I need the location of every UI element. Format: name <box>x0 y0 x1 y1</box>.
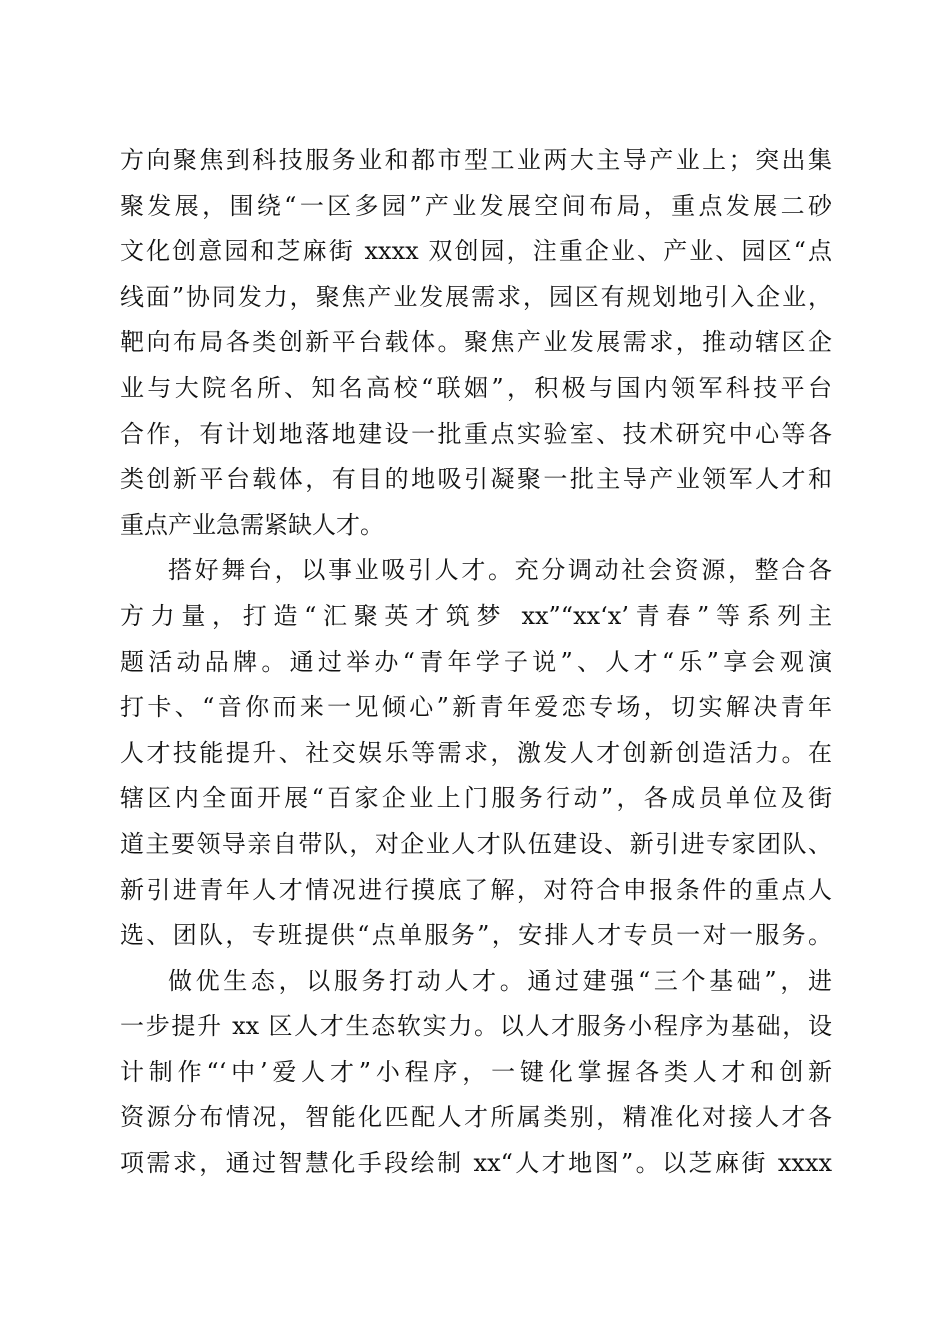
text-line: 线面”协同发力，聚焦产业发展需求，园区有规划地引入企业， <box>120 282 832 311</box>
text-line: 方向聚焦到科技服务业和都市型工业两大主导产业上；突出集 <box>120 146 832 174</box>
text-line: 合作，有计划地落地建设一批重点实验室、技术研究中心等各 <box>120 419 832 448</box>
text-line: 项需求，通过智慧化手段绘制 xx“人才地图”。以芝麻街 xxxx <box>120 1149 832 1178</box>
text-line: 靶向布局各类创新平台载体。聚焦产业发展需求，推动辖区企 <box>120 328 832 357</box>
text-line: 一步提升 xx 区人才生态软实力。以人才服务小程序为基础，设 <box>120 1012 832 1041</box>
text-line: 道主要领导亲自带队，对企业人才队伍建设、新引进专家团队、 <box>120 829 832 858</box>
text-line: 打卡、“音你而来一见倾心”新青年爱恋专场，切实解决青年 <box>120 693 832 722</box>
text-line: 类创新平台载体，有目的地吸引凝聚一批主导产业领军人才和 <box>120 465 832 494</box>
text-line: 人才技能提升、社交娱乐等需求，激发人才创新创造活力。在 <box>120 738 832 767</box>
text-line: 文化创意园和芝麻街 xxxx 双创园，注重企业、产业、园区“点 <box>120 237 832 266</box>
text-line: 方力量，打造“汇聚英才筑梦 xx”“xx‘x’青春”等系列主 <box>120 601 832 630</box>
text-line: 重点产业急需紧缺人才。 <box>120 510 384 539</box>
text-line: 新引进青年人才情况进行摸底了解，对符合申报条件的重点人 <box>120 875 832 904</box>
text-line: 计制作“‘中’爱人才”小程序，一键化掌握各类人才和创新 <box>120 1057 832 1086</box>
text-line: 业与大院名所、知名高校“联姻”，积极与国内领军科技平台 <box>120 373 832 402</box>
text-line: 题活动品牌。通过举办“青年学子说”、人才“乐”享会观演 <box>120 647 832 676</box>
text-line: 选、团队，专班提供“点单服务”，安排人才专员一对一服务。 <box>120 921 832 950</box>
paragraph-first-line: 做优生态，以服务打动人才。通过建强“三个基础”，进 <box>168 966 832 995</box>
text-line: 资源分布情况，智能化匹配人才所属类别，精准化对接人才各 <box>120 1103 832 1132</box>
text-line: 聚发展，围绕“一区多园”产业发展空间布局，重点发展二砂 <box>120 191 832 220</box>
text-line: 辖区内全面开展“百家企业上门服务行动”，各成员单位及街 <box>120 784 832 813</box>
body-text <box>120 138 832 1187</box>
paragraph-first-line: 搭好舞台，以事业吸引人才。充分调动社会资源，整合各 <box>168 556 832 585</box>
